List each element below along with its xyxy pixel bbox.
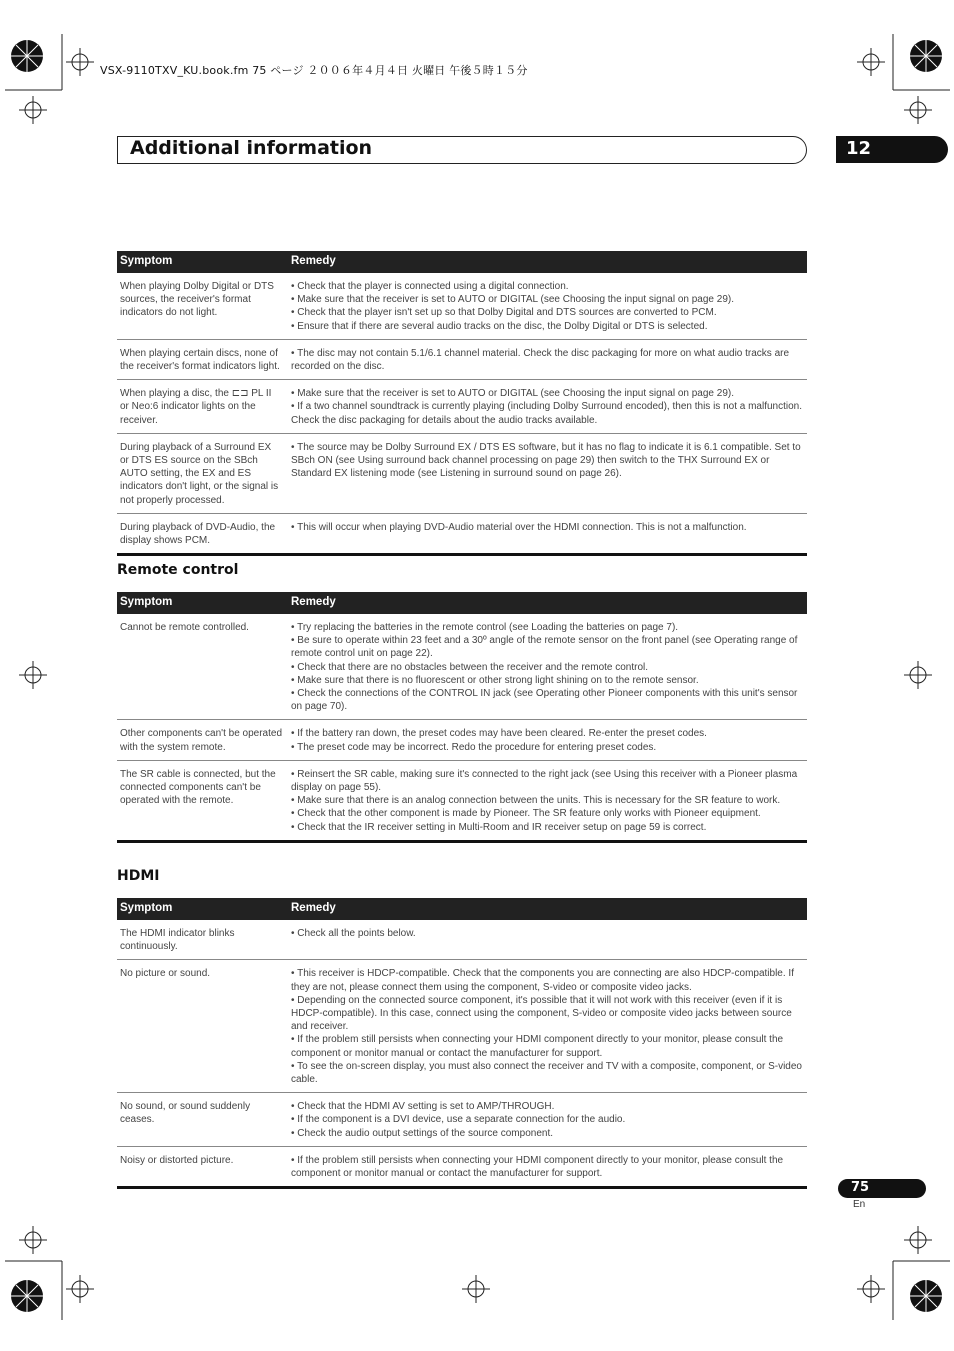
remedy-item: • The source may be Dolby Surround EX / DTS ES software, but it has no flag to indicate it is 6.1 compatible. Set to SBch ON (see Using surround back channel processing on page 29) then switch to the THX Surround EX or Standard EX listening mode (see Listening in surround sound on page 26). — [291, 441, 801, 480]
col-remedy: Remedy — [288, 592, 807, 614]
remedy-item: • Check all the points below. — [291, 928, 416, 939]
remedy-item: • Check that the HDMI AV setting is set to AMP/THROUGH. — [291, 1101, 555, 1113]
remedy-cell — [288, 720, 807, 760]
print-file-header: VSX-9110TXV_KU.book.fm 75 ページ ２００６年４月４日 火曜日 午後５時１５分 — [100, 64, 528, 77]
table-row — [117, 960, 807, 1093]
table-row — [117, 920, 807, 960]
col-symptom: Symptom — [117, 251, 288, 273]
chapter-number: 12 — [846, 138, 872, 159]
remedy-item: • Check that the IR receiver setting in Multi-Room and IR receiver setup on page 59 is correct. — [291, 821, 707, 833]
remedy-item: • Check the audio output settings of the source component. — [291, 1127, 553, 1139]
remedy-item: • Check the connections of the CONTROL IN jack (see Operating other Pioneer components with this unit's sensor on page 70). — [291, 688, 798, 713]
table-row — [117, 339, 807, 379]
page-language: En — [853, 1199, 866, 1210]
symptom-cell: No picture or sound. — [117, 960, 288, 1093]
troubleshooting-table-hdmi — [117, 898, 807, 1189]
remedy-item: • This will occur when playing DVD-Audio material over the HDMI connection. This is not a malfunction. — [291, 521, 747, 533]
symptom-cell: During playback of DVD-Audio, the display shows PCM. — [117, 513, 288, 554]
troubleshooting-table-general — [117, 251, 807, 556]
symptom-cell: When playing a disc, the ⊏⊐ PL II or Neo:6 indicator lights on the receiver. — [117, 380, 288, 434]
col-remedy: Remedy — [288, 898, 807, 920]
remedy-item: • Try replacing the batteries in the remote control (see Loading the batteries on page 7). — [291, 622, 679, 633]
col-symptom: Symptom — [117, 592, 288, 614]
table-row — [117, 720, 807, 760]
remedy-item: • If the battery ran down, the preset codes may have been cleared. Re-enter the preset codes. — [291, 728, 707, 740]
symptom-cell: The SR cable is connected, but the connected components can't be operated with the remote. — [117, 760, 288, 841]
troubleshooting-table-remote — [117, 592, 807, 843]
table-row — [117, 1093, 807, 1147]
remedy-item: • The disc may not contain 5.1/6.1 channel material. Check the disc packaging for more on what audio tracks are recorded on the disc. — [291, 347, 790, 373]
remedy-item: • Check that the player is connected using a digital connection. — [291, 281, 569, 292]
symptom-cell: Other components can't be operated with the system remote. — [117, 720, 288, 760]
remedy-cell — [288, 960, 807, 1093]
remedy-item: • Make sure that the receiver is set to AUTO or DIGITAL (see Choosing the input signal on page 29). — [291, 294, 734, 306]
remedy-cell — [288, 1093, 807, 1147]
remedy-cell — [288, 920, 807, 960]
remedy-cell — [288, 614, 807, 720]
remedy-cell — [288, 513, 807, 554]
remedy-item: • Check that the other component is made by Pioneer. The SR feature only works with Pioneer equipment. — [291, 808, 761, 820]
remedy-cell — [288, 339, 807, 379]
remedy-item: • If a two channel soundtrack is currently playing (including Dolby Surround encoded), then this is not a malfunction. Check the disc packaging for details about the audio tracks available. — [291, 401, 803, 426]
remedy-item: • To see the on-screen display, you must also connect the receiver and TV with a composite, component, or S-video cable. — [291, 1060, 802, 1086]
symptom-cell: When playing Dolby Digital or DTS sources, the receiver's format indicators do not light. — [117, 273, 288, 339]
remedy-item: • Be sure to operate within 23 feet and a 30º angle of the remote sensor on the front panel (see Operating range of remote control unit on page 22). — [291, 635, 798, 660]
table-row — [117, 1146, 807, 1187]
remedy-item: • Check that the player isn't set up so that Dolby Digital and DTS sources are converted to PCM. — [291, 307, 717, 319]
symptom-cell: During playback of a Surround EX or DTS ES source on the SBch AUTO setting, the EX and ES indicators don't light, or the signal is not properly processed. — [117, 433, 288, 513]
remedy-item: • If the problem still persists when connecting your HDMI component directly to your monitor, please consult the component or monitor manual or contact the manufacturer for support. — [291, 1154, 784, 1180]
table-row — [117, 614, 807, 720]
table-row — [117, 273, 807, 339]
symptom-cell: The HDMI indicator blinks continuously. — [117, 920, 288, 960]
remedy-item: • This receiver is HDCP-compatible. Check that the components you are connecting are also HDCP-compatible. If they are not, please connect them using the component, S-video or composite video jacks. — [291, 968, 794, 993]
page-title: Additional information — [130, 137, 373, 159]
symptom-cell: Cannot be remote controlled. — [117, 614, 288, 720]
remedy-cell — [288, 380, 807, 434]
table-row — [117, 433, 807, 513]
remedy-item: • The preset code may be incorrect. Redo the procedure for entering preset codes. — [291, 741, 657, 753]
remedy-cell — [288, 1146, 807, 1187]
remedy-item: • If the problem still persists when connecting your HDMI component directly to your monitor, please consult the component or monitor manual or contact the manufacturer for support. — [291, 1034, 784, 1059]
table-row — [117, 513, 807, 554]
page-number: 75 — [851, 1180, 870, 1195]
remedy-cell — [288, 433, 807, 513]
remedy-item: • Make sure that there is an analog connection between the units. This is necessary for the SR feature to work. — [291, 795, 781, 807]
table-row — [117, 760, 807, 841]
col-symptom: Symptom — [117, 898, 288, 920]
table-row — [117, 380, 807, 434]
remedy-item: • Check that there are no obstacles between the receiver and the remote control. — [291, 661, 649, 673]
remedy-item: • If the component is a DVI device, use a separate connection for the audio. — [291, 1114, 626, 1126]
remedy-item: • Make sure that the receiver is set to AUTO or DIGITAL (see Choosing the input signal on page 29). — [291, 388, 734, 400]
remedy-cell — [288, 760, 807, 841]
symptom-cell: No sound, or sound suddenly ceases. — [117, 1093, 288, 1147]
remedy-item: • Reinsert the SR cable, making sure it's connected to the right jack (see Using this receiver with a Pioneer plasma display on page 55). — [291, 768, 798, 794]
remedy-cell — [288, 273, 807, 339]
col-remedy: Remedy — [288, 251, 807, 273]
remedy-item: • Ensure that if there are several audio tracks on the disc, the Dolby Digital or DTS is selected. — [291, 320, 708, 332]
remedy-item: • Make sure that there is no fluorescent or other strong light shining on to the remote sensor. — [291, 674, 699, 686]
symptom-cell: Noisy or distorted picture. — [117, 1146, 288, 1187]
section-heading-remote-control: Remote control — [117, 562, 239, 578]
section-heading-hdmi: HDMI — [117, 868, 160, 884]
symptom-cell: When playing certain discs, none of the receiver's format indicators light. — [117, 339, 288, 379]
remedy-item: • Depending on the connected source component, it's possible that it will not work with this receiver (even if it is HDCP-compatible). In this case, connect using the component, S-video or composite video jacks between source and receiver. — [291, 994, 792, 1033]
